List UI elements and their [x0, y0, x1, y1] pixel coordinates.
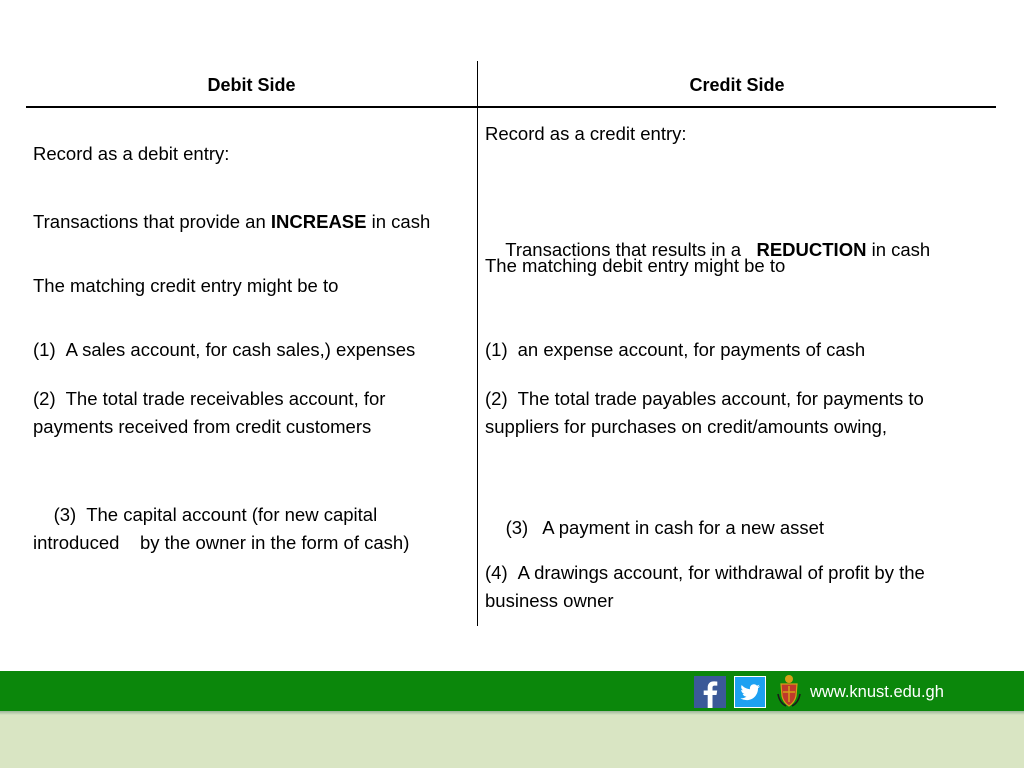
credit-item-4-text: A drawings account, for withdrawal of profit by the business owner [485, 562, 925, 611]
credit-item-4-number: (4) [485, 562, 508, 583]
debit-matching-entry: The matching credit entry might be to [33, 275, 339, 296]
debit-item-2-number: (2) [33, 388, 56, 409]
twitter-icon[interactable] [734, 676, 766, 708]
debit-transactions-emphasis: INCREASE [270, 211, 367, 232]
credit-item-1-number: (1) [485, 339, 508, 360]
debit-item-3-text: The capital account (for new capital introduced by the owner in the form of cash) [33, 504, 410, 553]
debit-item-3-number: (3) [53, 504, 77, 525]
debit-record-entry: Record as a debit entry: [33, 143, 230, 164]
facebook-icon[interactable] [694, 676, 726, 708]
credit-record-entry: Record as a credit entry: [485, 123, 687, 144]
debit-item-1-text: A sales account, for cash sales,) expenses [65, 339, 416, 360]
debit-transactions [33, 208, 463, 236]
credit-item-2-text: The total trade payables account, for payments to suppliers for purchases on credit/amounts owing, [485, 388, 924, 437]
debit-item-2-text: The total trade receivables account, for payments received from credit customers [33, 388, 386, 437]
twitter-icon-glyph [734, 676, 766, 708]
credit-item-1 [485, 336, 985, 364]
credit-side-header: Credit Side [689, 75, 785, 95]
credit-item-1-text: an expense account, for payments of cash [517, 339, 866, 360]
credit-item-2-number: (2) [485, 388, 508, 409]
credit-item-3-text: A payment in cash for a new asset [538, 517, 825, 538]
footer-website-link[interactable]: www.knust.edu.gh [810, 683, 944, 701]
table-header-divider [26, 106, 996, 108]
credit-matching-entry: The matching debit entry might be to [485, 255, 786, 276]
credit-item-3 [485, 486, 985, 570]
credit-transactions-after: in cash [866, 239, 931, 260]
facebook-icon-glyph [694, 676, 726, 708]
debit-transactions-before: Transactions that provide an [33, 211, 271, 232]
table-column-divider [477, 61, 478, 626]
credit-item-2 [485, 385, 960, 441]
debit-item-1 [33, 336, 463, 364]
credit-item-4 [485, 559, 970, 615]
footer-background [0, 711, 1024, 768]
footer-shadow [0, 711, 1024, 715]
knust-crest-glyph [776, 674, 802, 708]
credit-transactions-before: Transactions that results in a [505, 239, 757, 260]
debit-item-2 [33, 385, 428, 441]
debit-transactions-after: in cash [366, 211, 431, 232]
debit-side-header: Debit Side [207, 75, 296, 95]
credit-transactions-emphasis: REDUCTION [756, 239, 867, 260]
credit-item-3-number: (3) [505, 517, 529, 538]
debit-item-3 [33, 473, 445, 585]
knust-crest-icon [776, 674, 802, 708]
debit-item-1-number: (1) [33, 339, 56, 360]
